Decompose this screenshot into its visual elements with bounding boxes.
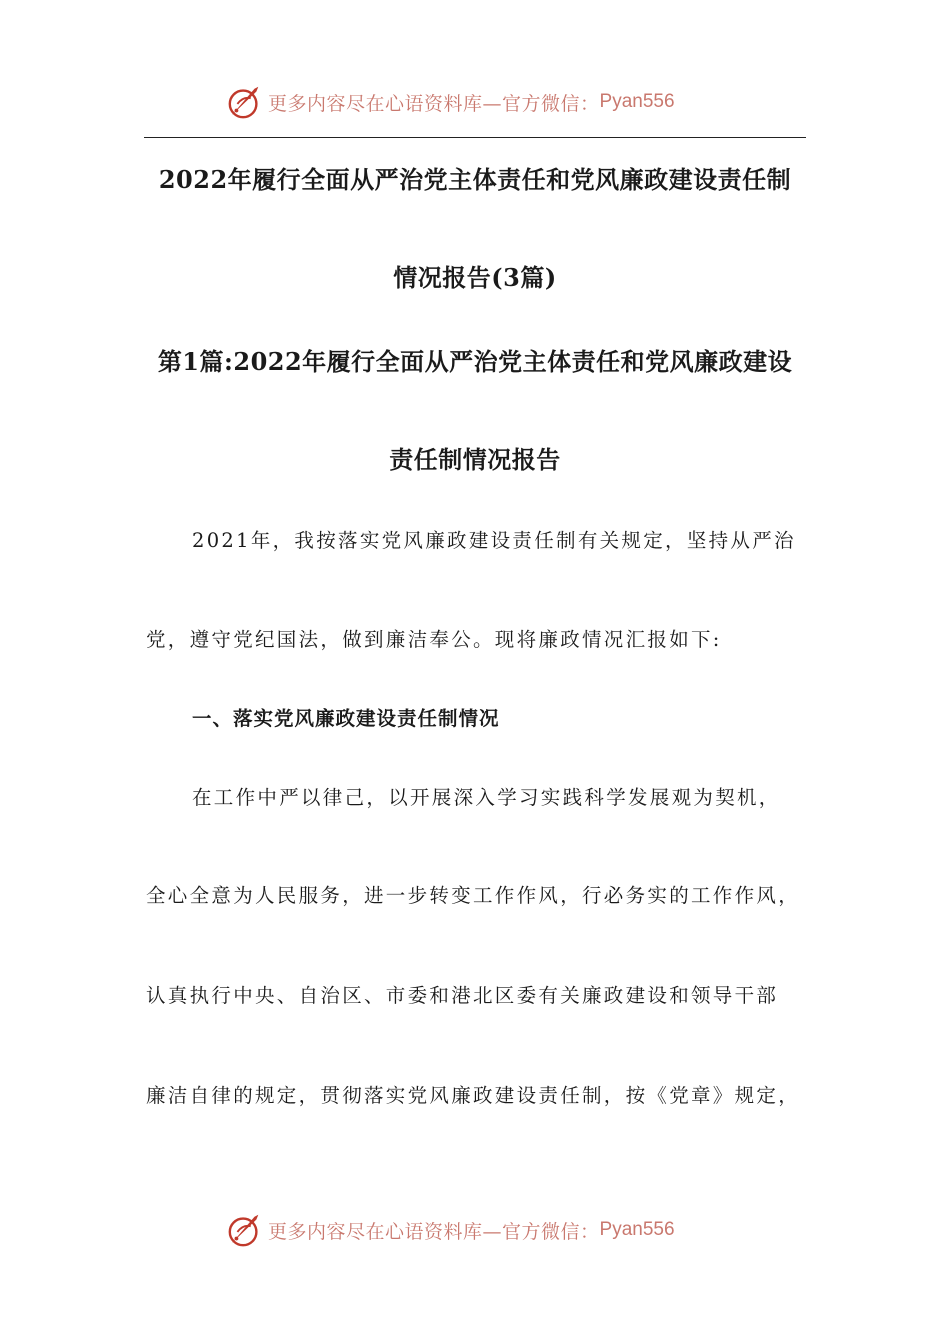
header-banner (0, 82, 950, 122)
body-line: 廉洁自律的规定，贯彻落实党风廉政建设责任制，按《党章》规定， (146, 1084, 801, 1107)
banner-wechat-id: Pyan556 (599, 1219, 675, 1240)
body-line: 认真执行中央、自治区、市委和港北区委有关廉政建设和领导干部 (146, 984, 779, 1007)
body-line: 全心全意为人民服务，进一步转变工作作风，行必务实的工作作风， (146, 884, 801, 907)
banner-text: 更多内容尽在心语资料库—官方微信： (268, 92, 600, 115)
body-line: 党，遵守党纪国法，做到廉洁奉公。现将廉政情况汇报如下: (146, 628, 722, 651)
chapter-title-line1: 第1篇:2022年履行全面从严治党主体责任和党风廉政建设 (157, 347, 793, 376)
header-divider (144, 137, 806, 138)
footer-banner (0, 1210, 950, 1250)
section-heading: 一、落实党风廉政建设责任制情况 (192, 707, 500, 730)
banner-text: 更多内容尽在心语资料库—官方微信： (268, 1220, 600, 1243)
quill-logo-icon (226, 1211, 264, 1249)
body-line: 在工作中严以律己，以开展深入学习实践科学发展观为契机， (192, 786, 781, 809)
chapter-title-line2: 责任制情况报告 (389, 445, 561, 474)
quill-logo-icon (226, 83, 264, 121)
document-title-line1: 2022年履行全面从严治党主体责任和党风廉政建设责任制 (158, 165, 792, 194)
document-title-line2: 情况报告(3篇) (393, 263, 557, 292)
body-line: 2021年，我按落实党风廉政建设责任制有关规定，坚持从严治 (192, 529, 796, 552)
banner-wechat-id: Pyan556 (599, 91, 675, 112)
